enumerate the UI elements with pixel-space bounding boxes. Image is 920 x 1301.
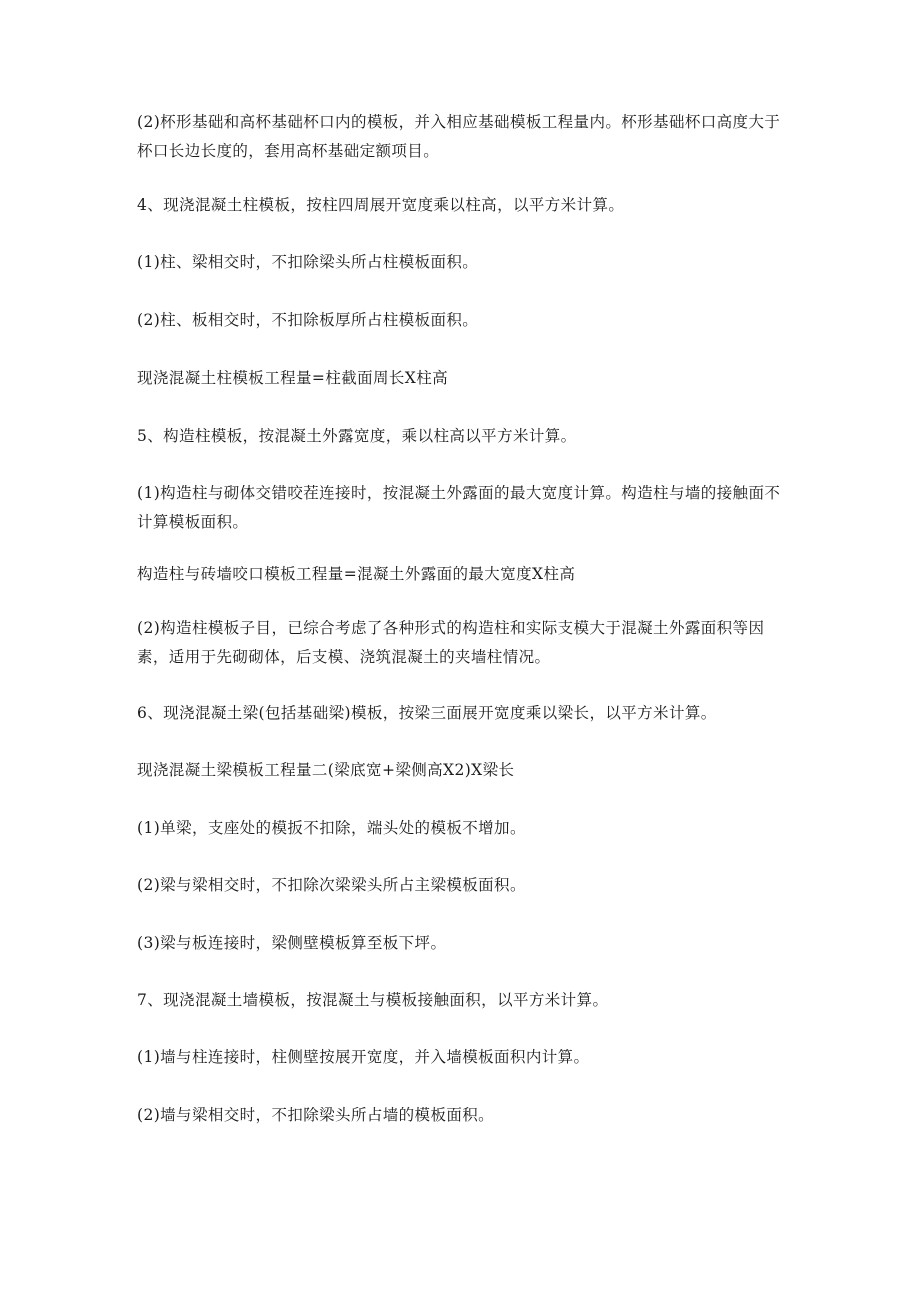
formula-beam-formwork: 现浇混凝土梁模板工程量二(梁底宽+梁侧高X2)X梁长 (137, 761, 515, 779)
paragraph-column-formwork: 4、现浇混凝土柱模板，按柱四周展开宽度乘以柱高，以平方米计算。 (137, 196, 625, 214)
paragraph-beam-formwork: 6、现浇混凝土梁(包括基础梁)模板，按梁三面展开宽度乘以梁长，以平方米计算。 (137, 704, 717, 722)
paragraph-wall-formwork: 7、现浇混凝土墙模板，按混凝土与模板接触面积，以平方米计算。 (137, 991, 609, 1009)
paragraph-wall-beam: (2)墙与梁相交时，不扣除梁头所占墙的模板面积。 (137, 1106, 495, 1124)
paragraph-column-beam: (1)柱、梁相交时，不扣除梁头所占柱模板面积。 (137, 253, 479, 271)
paragraph-structural-column: 5、构造柱模板，按混凝土外露宽度，乘以柱高以平方米计算。 (137, 427, 577, 445)
paragraph-column-slab: (2)柱、板相交时，不扣除板厚所占柱模板面积。 (137, 311, 479, 329)
paragraph-beam-slab: (3)梁与板连接时，梁侧壁模板算至板下坪。 (137, 934, 447, 952)
paragraph-structural-masonry: (1)构造柱与砌体交错咬茬连接时，按混凝土外露面的最大宽度计算。构造柱与墙的接触面不计算模板面积。 (137, 484, 781, 531)
formula-column-formwork: 现浇混凝土柱模板工程量=柱截面周长X柱高 (137, 369, 449, 387)
paragraph-structural-subitem: (2)构造柱模板子目，已综合考虑了各种形式的构造柱和实际支模大于混凝土外露面积等因素，适用于先砌砌体，后支模、浇筑混凝土的夹墙柱情况。 (137, 619, 765, 666)
paragraph-single-beam: (1)单梁，支座处的模扳不扣除，端头处的模板不增加。 (137, 819, 526, 837)
paragraph-wall-column: (1)墙与柱连接时，柱侧壁按展开宽度，并入墙模板面积内计算。 (137, 1048, 590, 1066)
formula-structural-column: 构造柱与砖墙咬口模板工程量=混凝土外露面的最大宽度X柱高 (137, 565, 576, 583)
paragraph-beam-beam: (2)梁与梁相交时，不扣除次梁梁头所占主梁模板面积。 (137, 876, 526, 894)
paragraph-cup-foundation: (2)杯形基础和高杯基础杯口内的模板，并入相应基础模板工程量内。杯形基础杯口高度大于杯口长边长度的，套用高杯基础定额项目。 (137, 113, 781, 160)
